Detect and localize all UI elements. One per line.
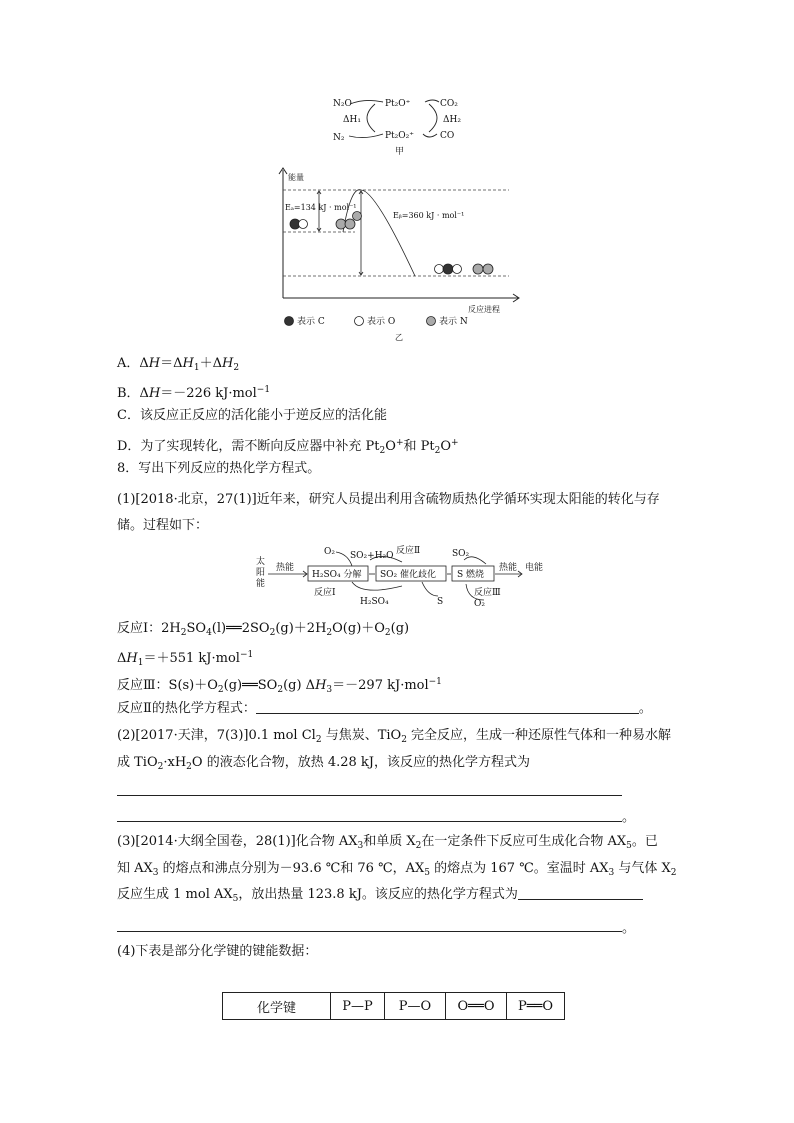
answer-blank[interactable] [518,886,643,900]
period-mark: 。 [622,810,636,825]
pt2o-plus-label: Pt₂O⁺ [385,99,411,109]
sulfur-cycle-flow [252,544,552,608]
legend-carbon-icon [285,317,294,326]
option-b: B．ΔH＝－226 kJ·mol$^{-1}$ [117,385,271,401]
q8-3-line1: (3)[2014·大纲全国卷，28(1)]化合物 $AX_3$和单质 $X_2$在一定条件下反应可生成化合物 $AX_5$。已 [117,834,658,851]
table-header-cell: 化学键 [223,993,331,1020]
dh2-label: ΔH₂ [443,115,461,125]
sun-char-1: 太 [256,557,266,567]
dh1-label: ΔH₁ [343,115,361,125]
r1-label: 反应Ⅰ [314,588,336,598]
so2-top-label: SO₂ [452,549,470,559]
table-header-cell: P══O [507,993,565,1020]
answer-blank[interactable] [256,700,639,714]
oxygen-atom [299,220,308,229]
q8-2-line1: (2)[2017·天津，7(3)]0.1 mol $Cl_2$ 与焦炭、TiO$_2$ 完全反应，生成一种还原性气体和一种易水解 [117,728,672,745]
answer-blank[interactable] [117,931,622,932]
o2-top-label: O₂ [324,547,335,557]
table-header-cell: P—P [331,993,385,1020]
box1-label: H₂SO₄ 分解 [312,570,362,580]
x-axis-label: 反应进程 [468,305,500,314]
q8-2-line2: 成 $TiO_2\cdot xH_2O$ 的液态化合物，放热 4.28 kJ，该反应的热化学方程式为 [117,755,530,772]
cycle-diagram-jia [325,94,475,156]
nitrogen-atom [483,264,493,274]
reaction-3: 反应Ⅲ：$S(s)+O_2(g)══SO_2(g)$ $\Delta H_3=-297$ kJ·mol$^{-1}$ [117,677,442,695]
nitrogen-atom [345,219,355,229]
legend-o-label: 表示 O [367,317,396,327]
sun-char-2: 阳 [256,568,266,578]
q8-4-line1: (4)下表是部分化学键的键能数据： [117,944,318,959]
delta-h1: $\Delta H_1=+551$ kJ·mol$^{-1}$ [117,650,254,668]
co-label: CO [440,131,455,141]
n2-label: N₂ [333,133,345,143]
elec-label: 电能 [525,563,544,573]
q8-3-line3: 反应生成 1 mol $AX_5$，放出热量 123.8 kJ。该反应的热化学方程式为 [117,886,643,908]
q8-1-line1: (1)[2018·北京，27(1)]近年来，研究人员提出利用含硫物质热化学循环实现太阳能的转化与存 [117,492,660,507]
sun-char-3: 能 [256,579,266,589]
carbon-atom [443,264,453,274]
answer-blank[interactable] [117,821,622,822]
s-label: S [437,597,444,607]
caption-jia: 甲 [395,147,405,156]
ea-label: Eₐ=134 kJ · mol⁻¹ [285,203,357,212]
h2so4-label: H₂SO₄ [360,597,389,607]
q8-3-line2: 知 $AX_3$ 的熔点和沸点分别为－93.6 ℃和 76 ℃，$AX_5$ 的熔点为 167 ℃。室温时 $AX_3$ 与气体 $X_2$ [117,861,677,878]
q8-1-line2: 储。过程如下： [117,518,209,533]
option-c: C．该反应正反应的活化能小于逆反应的活化能 [117,408,387,423]
co2-label: CO₂ [440,99,458,109]
reaction-1: 反应Ⅰ：$2H_2SO_4(l)══2SO_2(g)+2H_2O(g)+O_2(g)$ [117,621,410,638]
so2-h2o-label: SO₂+H₂O [350,551,394,561]
energy-diagram-yi [275,166,525,342]
y-axis-label: 能量 [288,173,304,182]
option-a: A．$\Delta H=\Delta H_1+\Delta H_2$ [117,356,240,373]
oxygen-atom [435,265,444,274]
period-mark: 。 [622,921,636,936]
bond-energy-table [222,992,565,1020]
n2o-label: N₂O [333,99,352,109]
table-header-cell: P—O [385,993,446,1020]
nitrogen-atom [473,264,483,274]
legend-oxygen-icon [355,317,364,326]
table-row [223,993,565,1020]
pt2o2-plus-label: Pt₂O₂⁺ [385,131,415,141]
table-header-cell: O══O [446,993,507,1020]
eb-label: Eᵦ=360 kJ · mol⁻¹ [393,211,465,220]
o2-bottom-label: O₂ [474,599,485,608]
heat-label-2: 热能 [499,563,518,573]
box2-label: SO₂ 催化歧化 [380,570,437,580]
legend-c-label: 表示 C [297,317,325,327]
heat-label-1: 热能 [276,563,295,573]
nitrogen-atom [336,219,346,229]
q8-title: 8．写出下列反应的热化学方程式。 [117,461,321,476]
oxygen-atom [453,265,462,274]
oxygen-atom [353,212,362,221]
legend-nitrogen-icon [427,317,436,326]
r2-label: 反应Ⅱ [396,546,421,556]
option-d: D．为了实现转化，需不断向反应器中补充 $Pt_2O^+$和 $Pt_2O^+$ [117,438,459,456]
legend-n-label: 表示 N [439,317,468,327]
r3-label: 反应Ⅲ [474,588,501,598]
caption-yi: 乙 [395,333,403,342]
reaction-2-prompt: 反应Ⅱ的热化学方程式： 。 [117,701,652,716]
box3-label: S 燃烧 [457,570,485,580]
answer-blank[interactable] [117,795,622,796]
